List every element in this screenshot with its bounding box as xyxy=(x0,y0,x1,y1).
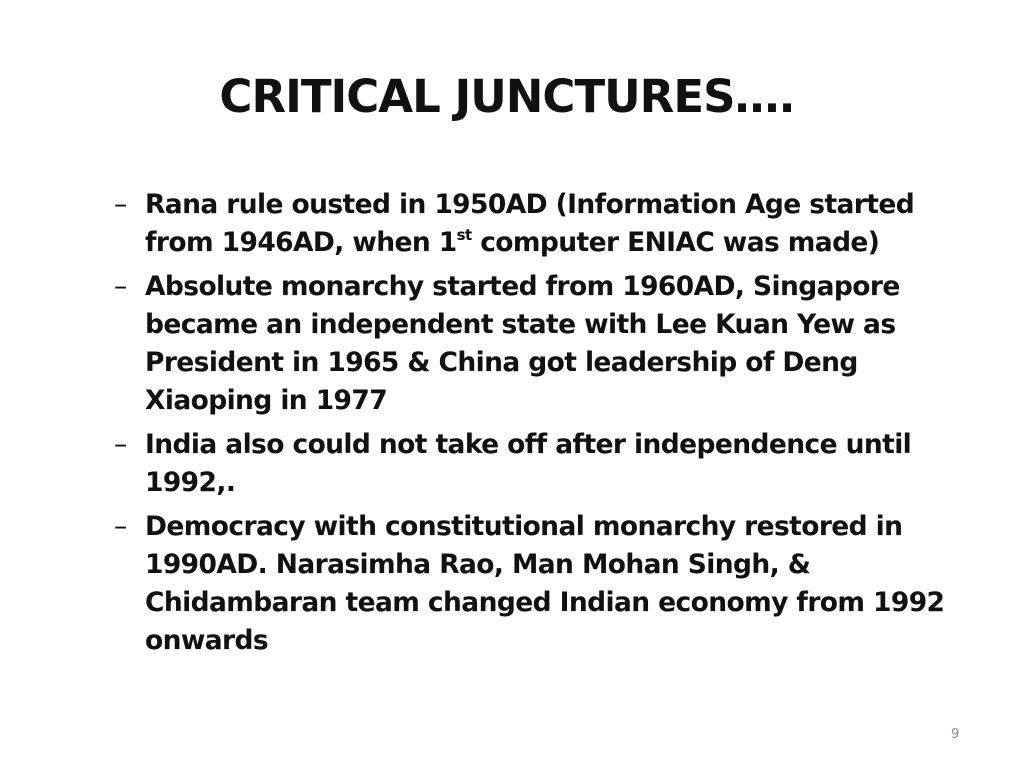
bullet-item xyxy=(110,508,980,660)
bullet-text: Rana rule ousted in 1950AD (Information Age started from 1946AD, when 1 xyxy=(145,189,915,258)
bullet-text: Democracy with constitutional monarchy restored in 1990AD. Narasimha Rao, Man Mohan Singh, & Chidambaran team changed Indian economy from 1992 onwards xyxy=(145,511,945,656)
bullet-item xyxy=(110,186,980,262)
ordinal-suffix: st xyxy=(456,226,472,244)
bullet-list xyxy=(110,186,980,666)
bullet-dash: – xyxy=(114,271,127,302)
slide-title: CRITICAL JUNCTURES…. xyxy=(219,70,795,123)
bullet-item xyxy=(110,426,980,502)
page-number: 9 xyxy=(951,727,960,742)
bullet-text-continued: computer ENIAC was made) xyxy=(471,227,880,258)
bullet-text: India also could not take off after independence until 1992,. xyxy=(145,429,912,498)
bullet-dash: – xyxy=(114,189,127,220)
bullet-item xyxy=(110,268,980,420)
bullet-dash: – xyxy=(114,511,127,542)
bullet-dash: – xyxy=(114,429,127,460)
bullet-text: Absolute monarchy started from 1960AD, Singapore became an independent state with Lee Kuan Yew as President in 1965 & China got leadership of Deng Xiaoping in 1977 xyxy=(145,271,900,416)
